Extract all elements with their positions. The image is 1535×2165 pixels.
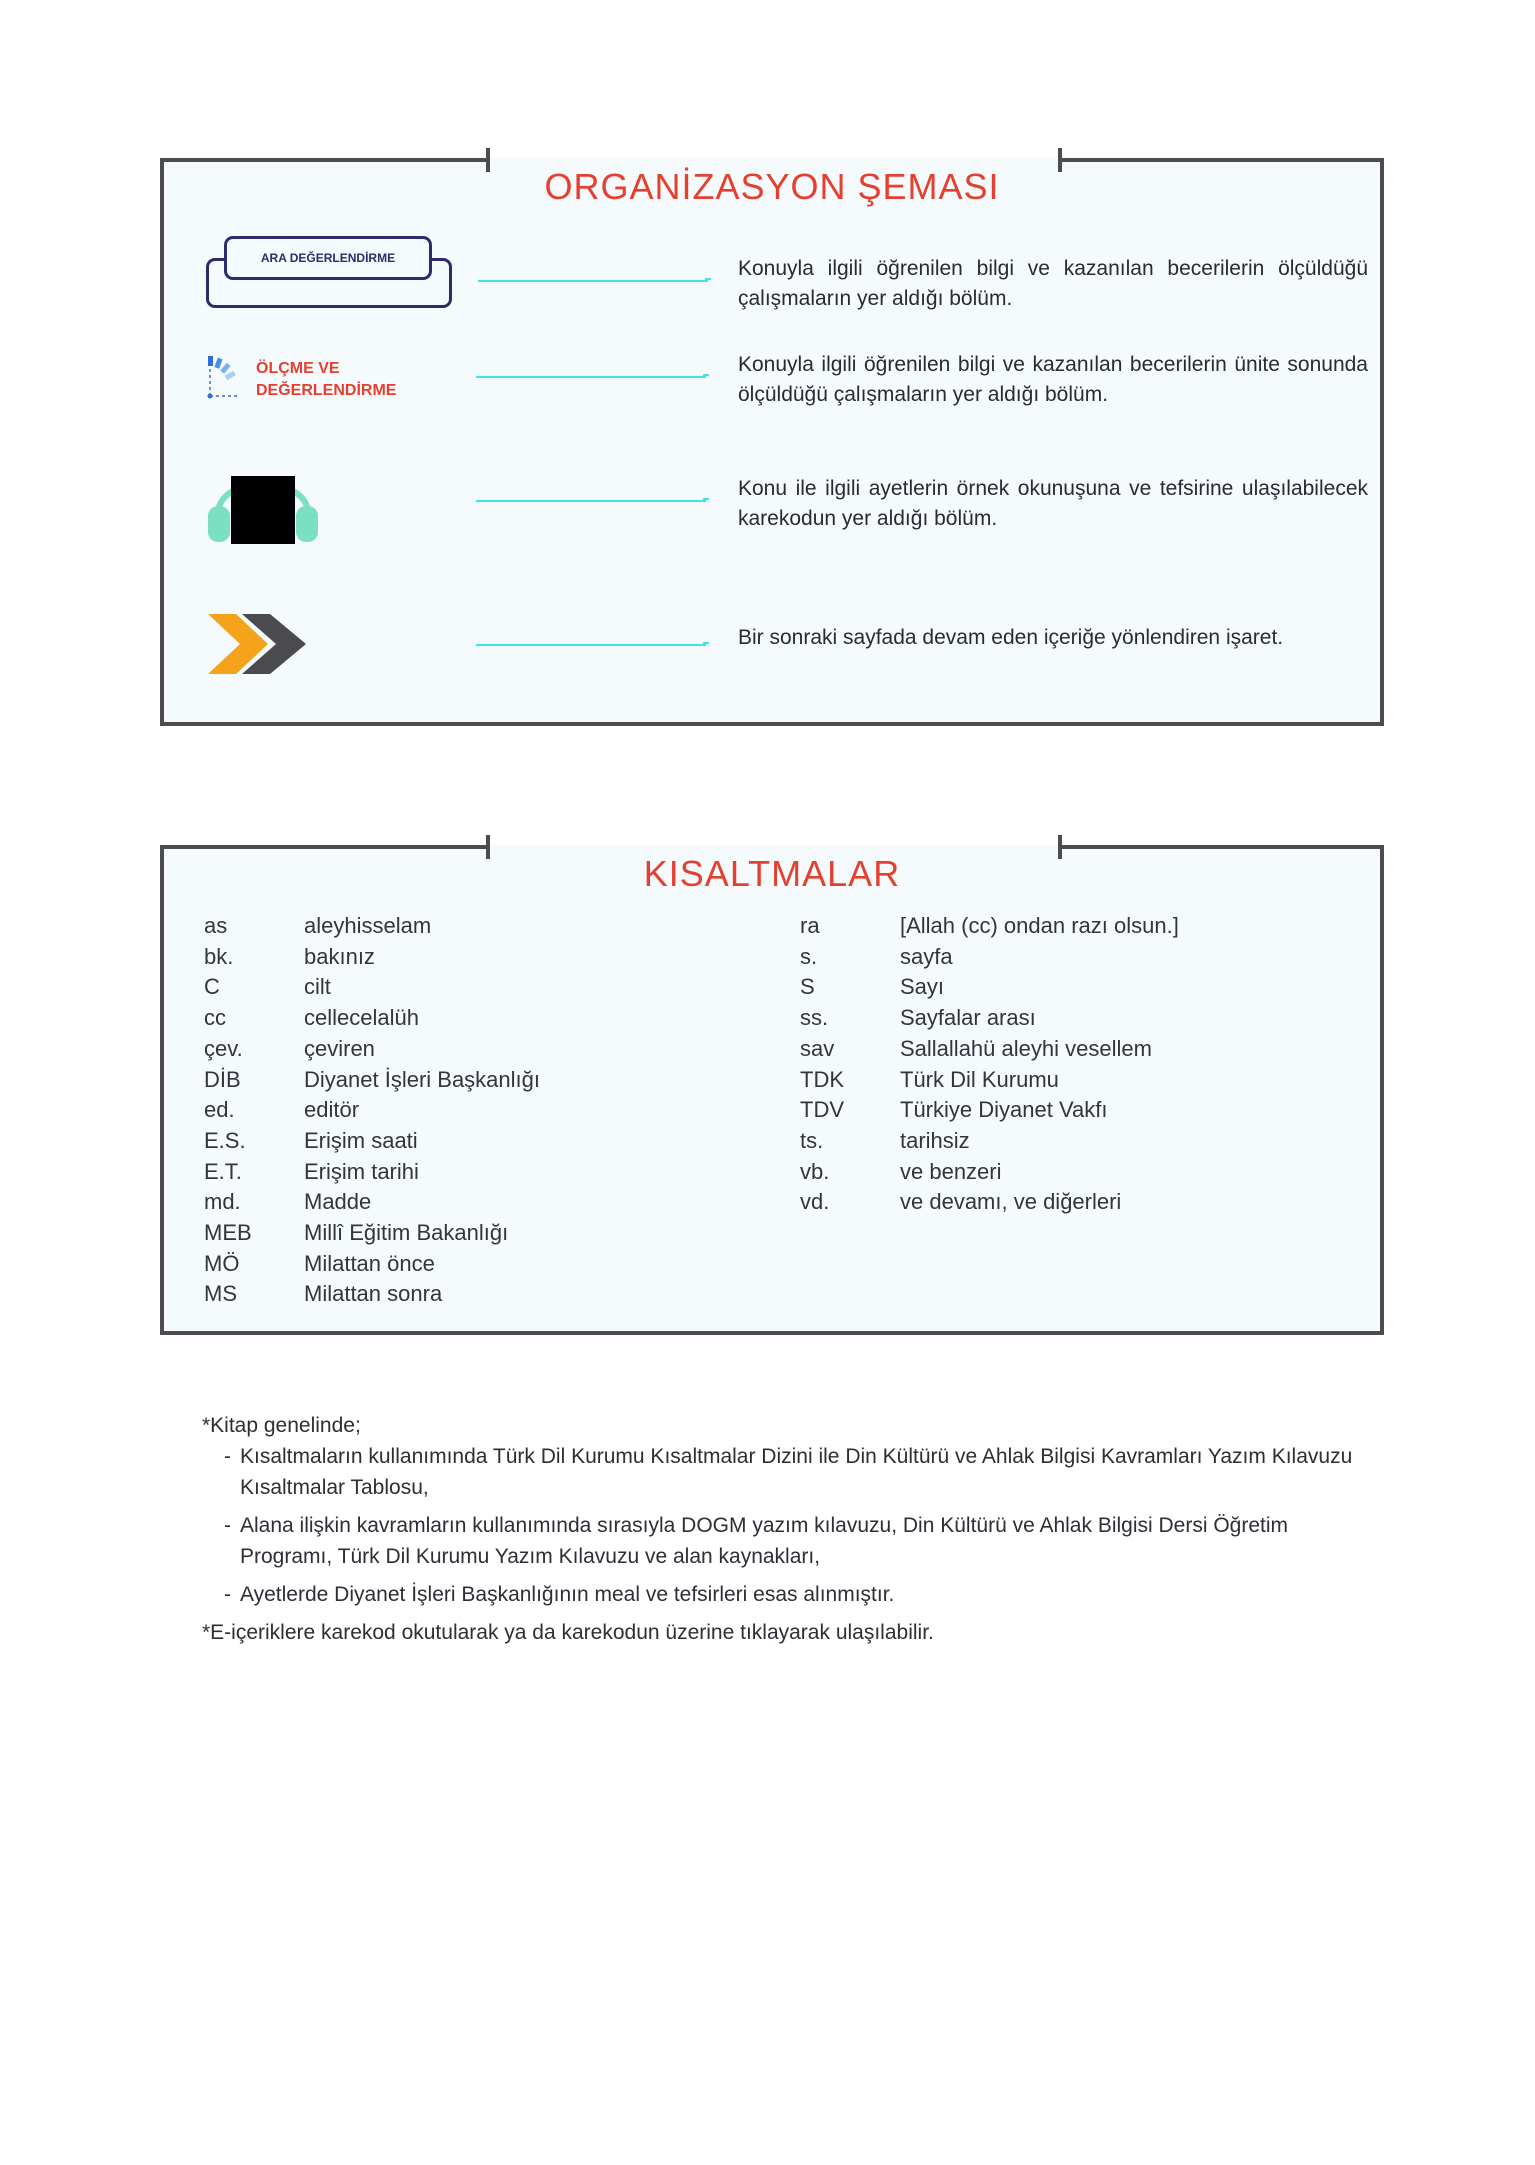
abbreviation-code: as	[204, 913, 228, 938]
ara-degerlendirme-label: ARA DEĞERLENDİRME	[224, 236, 432, 280]
connector-line-2	[476, 376, 706, 378]
abbreviations-title: KISALTMALAR	[643, 853, 901, 894]
abbreviation-meaning: Milattan önce	[304, 1250, 435, 1276]
abbreviation-row	[204, 1034, 540, 1065]
abbreviation-meaning: ve devamı, ve diğerleri	[900, 1189, 1122, 1215]
org-item-description-3: Konu ile ilgili ayetlerin örnek okunuşuna ve tefsirine ulaşılabilecek karekodun yer aldığı bölüm.	[738, 477, 1368, 530]
abbreviation-code: ss.	[800, 1005, 829, 1031]
note-text: Alana ilişkin kavramların kullanımında sırasıyla DOGM yazım kılavuzu, Din Kültürü ve Ahlak Bilgisi Dersi Öğretim Programı, Türk Dil Kurumu Yazım Kılavuzu ve alan kaynakları,	[240, 1514, 1289, 1568]
note-item	[224, 1579, 1382, 1610]
abbreviation-code: C	[204, 974, 220, 1000]
olcme-label-line1: ÖLÇME VE	[256, 360, 340, 377]
abbreviation-code: md.	[204, 1189, 241, 1215]
abbreviation-code: çev.	[204, 1035, 243, 1061]
org-chart-title: ORGANİZASYON ŞEMASI	[544, 166, 1000, 207]
abbreviation-meaning: [Allah (cc) ondan razı olsun.]	[900, 913, 1179, 938]
abbreviation-meaning: Sayfalar arası	[900, 1005, 1036, 1031]
abbreviation-code: sav	[800, 1035, 835, 1061]
abbreviation-row	[204, 1187, 540, 1218]
abbreviation-meaning: Türkiye Diyanet Vakfı	[900, 1097, 1108, 1123]
abbreviation-row	[204, 1003, 540, 1034]
abbreviation-meaning: Erişim saati	[304, 1127, 418, 1153]
abbreviation-meaning: Sayı	[900, 974, 945, 1000]
abbreviation-code: bk.	[204, 943, 234, 969]
notes-footer: *E-içeriklere karekod okutularak ya da karekodun üzerine tıklayarak ulaşılabilir.	[202, 1621, 934, 1644]
abbreviation-code: MEB	[204, 1220, 252, 1246]
abbreviation-row	[204, 1249, 540, 1280]
abbreviation-code: vd.	[800, 1189, 830, 1215]
abbreviation-row	[204, 1279, 540, 1310]
olcme-label-line2: DEĞERLENDİRME	[256, 382, 397, 399]
abbreviation-meaning: Türk Dil Kurumu	[900, 1066, 1059, 1092]
abbreviation-code: MS	[204, 1281, 237, 1307]
note-item	[224, 1510, 1382, 1572]
abbreviation-row	[204, 942, 540, 973]
org-chart-box	[160, 158, 1384, 726]
connector-line-1	[478, 280, 708, 282]
abbreviations-right-column	[800, 911, 1179, 1218]
abbreviation-code: TDV	[800, 1097, 844, 1123]
abbreviation-row	[204, 1095, 540, 1126]
abbreviation-row	[800, 942, 1179, 973]
note-dash: -	[224, 1583, 231, 1606]
abbreviations-box	[160, 845, 1384, 1335]
abbreviation-meaning: Diyanet İşleri Başkanlığı	[304, 1066, 540, 1092]
abbreviation-code: DİB	[204, 1066, 241, 1092]
book-notes	[202, 1410, 1382, 1648]
note-item	[224, 1441, 1382, 1503]
headphone-qr-icon	[204, 454, 322, 550]
note-dash: -	[224, 1445, 231, 1468]
abbreviation-row	[800, 972, 1179, 1003]
abbreviation-code: ed.	[204, 1097, 235, 1123]
notes-heading: *Kitap genelinde;	[202, 1414, 361, 1437]
abbreviation-meaning: Madde	[304, 1189, 372, 1215]
abbreviation-code: ts.	[800, 1127, 824, 1153]
abbreviation-row	[800, 1003, 1179, 1034]
abbreviation-meaning: aleyhisselam	[304, 913, 432, 938]
abbreviation-row	[800, 1157, 1179, 1188]
note-dash: -	[224, 1514, 231, 1537]
abbreviation-meaning: editör	[304, 1097, 360, 1123]
abbreviation-meaning: bakınız	[304, 943, 375, 969]
abbreviation-row	[800, 911, 1179, 942]
abbreviation-meaning: cilt	[304, 974, 331, 1000]
abbreviation-meaning: sayfa	[900, 943, 953, 969]
abbreviation-row	[204, 1126, 540, 1157]
org-item-description-2: Konuyla ilgili öğrenilen bilgi ve kazanılan becerilerin ünite sonunda ölçüldüğü çalışmaların yer aldığı bölüm.	[738, 353, 1368, 406]
abbreviation-row	[204, 1218, 540, 1249]
org-item-description-4: Bir sonraki sayfada devam eden içeriğe yönlendiren işaret.	[738, 626, 1284, 649]
abbreviation-meaning: Millî Eğitim Bakanlığı	[304, 1220, 509, 1246]
abbreviation-row	[800, 1187, 1179, 1218]
abbreviation-row	[800, 1095, 1179, 1126]
gauge-icon	[206, 354, 252, 400]
abbreviation-meaning: cellecelalüh	[304, 1005, 419, 1031]
note-text: Ayetlerde Diyanet İşleri Başkanlığının meal ve tefsirleri esas alınmıştır.	[240, 1583, 895, 1606]
ara-degerlendirme-badge-icon	[206, 236, 452, 312]
olcme-degerlendirme-label	[256, 358, 396, 402]
connector-line-4	[476, 644, 706, 646]
abbreviation-row	[800, 1034, 1179, 1065]
note-text: Kısaltmaların kullanımında Türk Dil Kurumu Kısaltmalar Dizini ile Din Kültürü ve Ahlak Bilgisi Kavramları Yazım Kılavuzu Kısaltmalar Tablosu,	[240, 1445, 1353, 1499]
abbreviation-code: MÖ	[204, 1250, 240, 1276]
abbreviation-code: E.T.	[204, 1158, 242, 1184]
abbreviation-code: E.S.	[204, 1127, 246, 1153]
org-item-description-1: Konuyla ilgili öğrenilen bilgi ve kazanılan becerilerin ölçüldüğü çalışmaların yer aldığı bölüm.	[738, 257, 1368, 310]
abbreviation-meaning: çeviren	[304, 1035, 375, 1061]
abbreviation-code: ra	[800, 913, 820, 938]
abbreviation-row	[204, 1157, 540, 1188]
abbreviation-code: vb.	[800, 1158, 830, 1184]
double-chevron-right-icon	[206, 612, 306, 676]
abbreviation-row	[204, 911, 540, 942]
abbreviation-meaning: Sallallahü aleyhi vesellem	[900, 1035, 1152, 1061]
abbreviation-row	[204, 972, 540, 1003]
abbreviation-code: cc	[204, 1005, 226, 1031]
abbreviation-row	[800, 1065, 1179, 1096]
abbreviation-code: s.	[800, 943, 818, 969]
connector-line-3	[476, 500, 706, 502]
abbreviation-code: S	[800, 974, 815, 1000]
abbreviation-meaning: ve benzeri	[900, 1158, 1002, 1184]
abbreviation-code: TDK	[800, 1066, 844, 1092]
abbreviation-meaning: tarihsiz	[900, 1127, 970, 1153]
abbreviation-row	[204, 1065, 540, 1096]
abbreviations-left-column	[204, 911, 540, 1310]
abbreviation-meaning: Erişim tarihi	[304, 1158, 419, 1184]
abbreviation-meaning: Milattan sonra	[304, 1281, 443, 1307]
abbreviation-row	[800, 1126, 1179, 1157]
